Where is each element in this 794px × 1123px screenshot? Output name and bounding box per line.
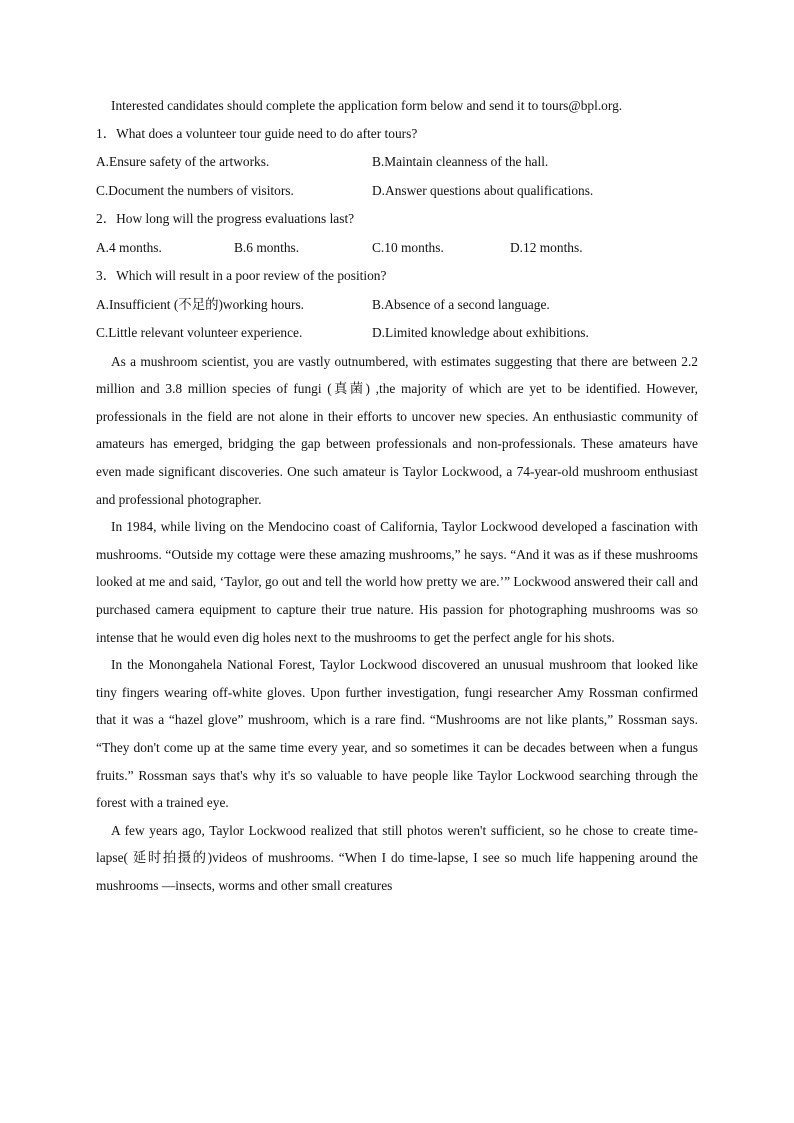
- option-b: B.Maintain cleanness of the hall.: [372, 154, 549, 170]
- option-d: D.Answer questions about qualifications.: [372, 182, 594, 198]
- option-d: D.12 months.: [510, 239, 583, 255]
- passage-paragraph: A few years ago, Taylor Lockwood realized that still photos weren't sufficient, so he chose to create time-lapse( 延时拍摄的)videos of mushrooms. “When I do time-lapse, I see so much life happening around the mushrooms —insects, worms and other small creatures: [96, 822, 698, 893]
- question-stem: [96, 120, 698, 149]
- question-text: How long will the progress evaluations last?: [116, 211, 355, 227]
- option-row: [96, 319, 698, 348]
- passage-paragraph: As a mushroom scientist, you are vastly outnumbered, with estimates suggesting that there are between 2.2 million and 3.8 million species of fungi (真菌) ,the majority of which are yet to be identified. However, professionals in the field are not alone in their efforts to uncover new species. An enthusiastic community of amateurs has emerged, bridging the gap between professionals and non-professionals. These amateurs have even made significant discoveries. One such amateur is Taylor Lockwood, a 74-year-old mushroom enthusiast and professional photographer.: [96, 353, 698, 507]
- option-row: [96, 234, 698, 263]
- option-row: [96, 177, 698, 206]
- option-row: [96, 291, 698, 320]
- option-b: B.6 months.: [234, 239, 300, 255]
- option-a: A.4 months.: [96, 239, 162, 255]
- question-3: [96, 262, 698, 348]
- question-number: 1．: [96, 125, 117, 141]
- question-number: 2．: [96, 211, 117, 227]
- option-d: D.Limited knowledge about exhibitions.: [372, 325, 589, 341]
- option-a: A.Ensure safety of the artworks.: [96, 154, 270, 170]
- option-c: C.Document the numbers of visitors.: [96, 182, 294, 198]
- question-text: Which will result in a poor review of the position?: [116, 268, 387, 284]
- question-2: [96, 205, 698, 262]
- option-a: A.Insufficient (不足的)working hours.: [96, 296, 305, 312]
- option-row: [96, 148, 698, 177]
- question-1: [96, 120, 698, 206]
- question-stem: [96, 205, 698, 234]
- question-number: 3．: [96, 268, 117, 284]
- intro-paragraph: Interested candidates should complete the application form below and send it to tours@bpl.org.: [111, 98, 623, 113]
- document-page: [96, 92, 698, 899]
- option-b: B.Absence of a second language.: [372, 296, 550, 312]
- passage-paragraph: In 1984, while living on the Mendocino coast of California, Taylor Lockwood developed a fascination with mushrooms. “Outside my cottage were these amazing mushrooms,” he says. “And it was as if these mushrooms looked at me and said, ‘Taylor, go out and tell the world how pretty we are.’” Lockwood answered their call and purchased camera equipment to capture their true nature. His passion for photographing mushrooms was so intense that he would even dig holes next to the mushrooms to get the perfect angle for his shots.: [96, 519, 698, 645]
- option-c: C.Little relevant volunteer experience.: [96, 325, 303, 341]
- option-c: C.10 months.: [372, 239, 444, 255]
- question-text: What does a volunteer tour guide need to do after tours?: [116, 125, 418, 141]
- question-stem: [96, 262, 698, 291]
- passage-paragraph: In the Monongahela National Forest, Taylor Lockwood discovered an unusual mushroom that looked like tiny fingers wearing off-white gloves. Upon further investigation, fungi researcher Amy Rossman confirmed that it was a “hazel glove” mushroom, which is a rare find. “Mushrooms are not like plants,” Rossman says. “They don't come up at the same time every year, and so sometimes it can be decades between when a fungus fruits.” Rossman says that's why it's so valuable to have people like Taylor Lockwood searching through the forest with a trained eye.: [96, 657, 698, 811]
